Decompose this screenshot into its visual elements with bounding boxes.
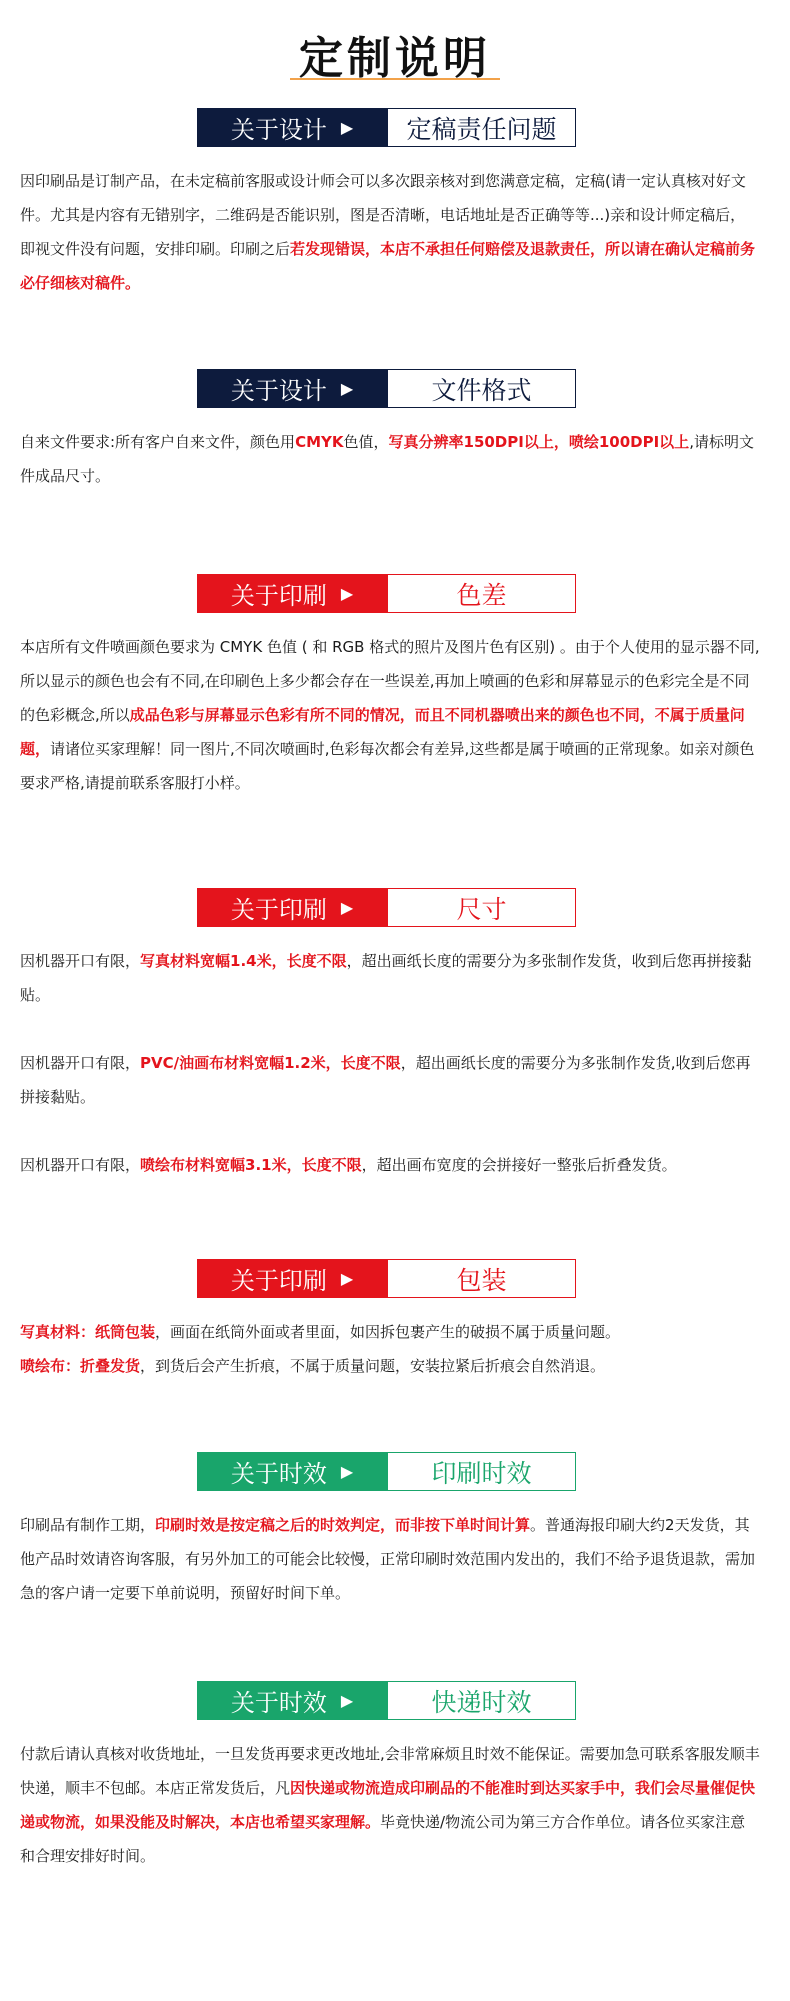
section-header-packaging — [197, 1259, 576, 1298]
body-text: 因机器开口有限， — [20, 1054, 141, 1072]
title-underline — [290, 78, 500, 80]
section-tag — [197, 574, 387, 613]
body-text: 付款后请认真核对收货地址，一旦发货再要求更改地址,会非常麻烦且时效不能保证。需要加急可联系客服发顺丰快递，顺丰不包邮。本店正常发货后，凡 — [20, 1745, 760, 1797]
section-tag — [197, 1259, 387, 1298]
section-body — [20, 164, 760, 300]
body-text: 自来文件要求:所有客户自来文件，颜色用 — [20, 433, 296, 451]
body-text: ，超出画布宽度的会拼接好一整张后折叠发货。 — [361, 1156, 677, 1174]
paragraph — [20, 164, 760, 300]
section-heading: 包装 — [387, 1259, 576, 1298]
triangle-right-icon: ▶ — [340, 1269, 354, 1288]
body-text: 色值， — [343, 433, 389, 451]
section-tag — [197, 108, 387, 147]
highlighted-text: 喷绘布：折叠发货 — [20, 1357, 141, 1375]
highlighted-text: 写真分辨率150DPI以上，喷绘100DPI以上 — [388, 433, 690, 451]
body-text: ，到货后会产生折痕，不属于质量问题，安装拉紧后折痕会自然消退。 — [140, 1357, 606, 1375]
section-header-color-difference — [197, 574, 576, 613]
section-body — [20, 425, 760, 493]
section-heading: 快递时效 — [387, 1681, 576, 1720]
body-text: ，超出画纸长度的需要分为多张制作发货,收到后您再拼接黏贴。 — [20, 1054, 751, 1106]
body-text: 印刷品有制作工期， — [20, 1516, 156, 1534]
body-text: 因机器开口有限， — [20, 1156, 141, 1174]
triangle-right-icon: ▶ — [340, 118, 354, 137]
highlighted-text: 成品色彩与屏幕显示色彩有所不同的情况，而且不同机器喷出来的颜色也不同，不属于质量问题， — [20, 706, 745, 758]
section-tag — [197, 1452, 387, 1491]
body-text: 请诸位买家理解！同一图片,不同次喷画时,色彩每次都会有差异,这些都是属于喷画的正常现象。如亲对颜色要求严格,请提前联系客服打小样。 — [20, 740, 755, 792]
section-heading: 印刷时效 — [387, 1452, 576, 1491]
highlighted-text: 写真材料宽幅1.4米，长度不限 — [140, 952, 347, 970]
triangle-right-icon: ▶ — [340, 1691, 354, 1710]
section-heading: 定稿责任问题 — [387, 108, 576, 147]
highlighted-text: 印刷时效是按定稿之后的时效判定，而非按下单时间计算 — [155, 1516, 531, 1534]
section-tag-label: 关于印刷 — [230, 1267, 327, 1295]
page-title: 定制说明 — [299, 33, 491, 84]
section-header-design-responsibility — [197, 108, 576, 147]
section-tag-label: 关于印刷 — [230, 582, 327, 610]
paragraph — [20, 1349, 760, 1383]
paragraph — [20, 1148, 760, 1182]
section-body — [20, 1737, 760, 1873]
section-tag-label: 关于设计 — [230, 377, 327, 405]
section-tag-label: 关于时效 — [230, 1689, 327, 1717]
section-heading: 色差 — [387, 574, 576, 613]
paragraph — [20, 1508, 760, 1610]
highlighted-text: 因快递或物流造成印刷品的不能准时到达买家手中，我们会尽量催促快递或物流，如果没能及时解决，本店也希望买家理解。 — [20, 1779, 756, 1831]
triangle-right-icon: ▶ — [340, 1462, 354, 1481]
triangle-right-icon: ▶ — [340, 584, 354, 603]
highlighted-text: CMYK — [295, 433, 344, 451]
highlighted-text: 喷绘布材料宽幅3.1米，长度不限 — [140, 1156, 362, 1174]
body-text: 因机器开口有限， — [20, 952, 141, 970]
section-header-print-timing — [197, 1452, 576, 1491]
section-header-shipping-timing — [197, 1681, 576, 1720]
body-text: ，画面在纸筒外面或者里面，如因拆包裹产生的破损不属于质量问题。 — [155, 1323, 621, 1341]
paragraph — [20, 1046, 760, 1114]
highlighted-text: 若发现错误，本店不承担任何赔偿及退款责任，所以请在确认定稿前务必仔细核对稿件。 — [20, 240, 756, 292]
section-body — [20, 630, 760, 800]
section-header-file-format — [197, 369, 576, 408]
section-body — [20, 1315, 760, 1383]
body-text: ,请标明文件成品尺寸。 — [20, 433, 754, 485]
section-tag — [197, 369, 387, 408]
highlighted-text: 写真材料：纸筒包装 — [20, 1323, 156, 1341]
section-heading: 尺寸 — [387, 888, 576, 927]
triangle-right-icon: ▶ — [340, 379, 354, 398]
paragraph — [20, 425, 760, 493]
section-tag-label: 关于时效 — [230, 1460, 327, 1488]
paragraph — [20, 944, 760, 1012]
section-body — [20, 944, 760, 1182]
paragraph — [20, 630, 760, 800]
body-text: 毕竟快递/物流公司为第三方合作单位。请各位买家注意和合理安排好时间。 — [20, 1813, 746, 1865]
body-text: 。普通海报印刷大约2天发货，其他产品时效请咨询客服，有另外加工的可能会比较慢，正常印刷时效范围内发出的，我们不给予退货退款，需加急的客户请一定要下单前说明，预留好时间下单。 — [20, 1516, 756, 1602]
section-header-size — [197, 888, 576, 927]
section-body — [20, 1508, 760, 1610]
section-heading: 文件格式 — [387, 369, 576, 408]
body-text: 本店所有文件喷画颜色要求为 CMYK 色值 ( 和 RGB 格式的照片及图片色有区别) 。由于个人使用的显示器不同,所以显示的颜色也会有不同,在印刷色上多少都会存在一些误差,再加上喷画的色彩和屏幕显示的色彩完全是不同的色彩概念,所以 — [20, 638, 760, 724]
body-text: 因印刷品是订制产品，在未定稿前客服或设计师会可以多次跟亲核对到您满意定稿，定稿(请一定认真核对好文件。尤其是内容有无错别字，二维码是否能识别，图是否清晰，电话地址是否正确等等...)亲和设计师定稿后，即视文件没有问题，安排印刷。印刷之后 — [20, 172, 746, 258]
triangle-right-icon: ▶ — [340, 898, 354, 917]
body-text: ，超出画纸长度的需要分为多张制作发货，收到后您再拼接黏贴。 — [20, 952, 752, 1004]
highlighted-text: PVC/油画布材料宽幅1.2米，长度不限 — [140, 1054, 401, 1072]
paragraph — [20, 1315, 760, 1349]
section-tag-label: 关于设计 — [230, 116, 327, 144]
section-tag — [197, 1681, 387, 1720]
section-tag — [197, 888, 387, 927]
section-tag-label: 关于印刷 — [230, 896, 327, 924]
paragraph — [20, 1737, 760, 1873]
